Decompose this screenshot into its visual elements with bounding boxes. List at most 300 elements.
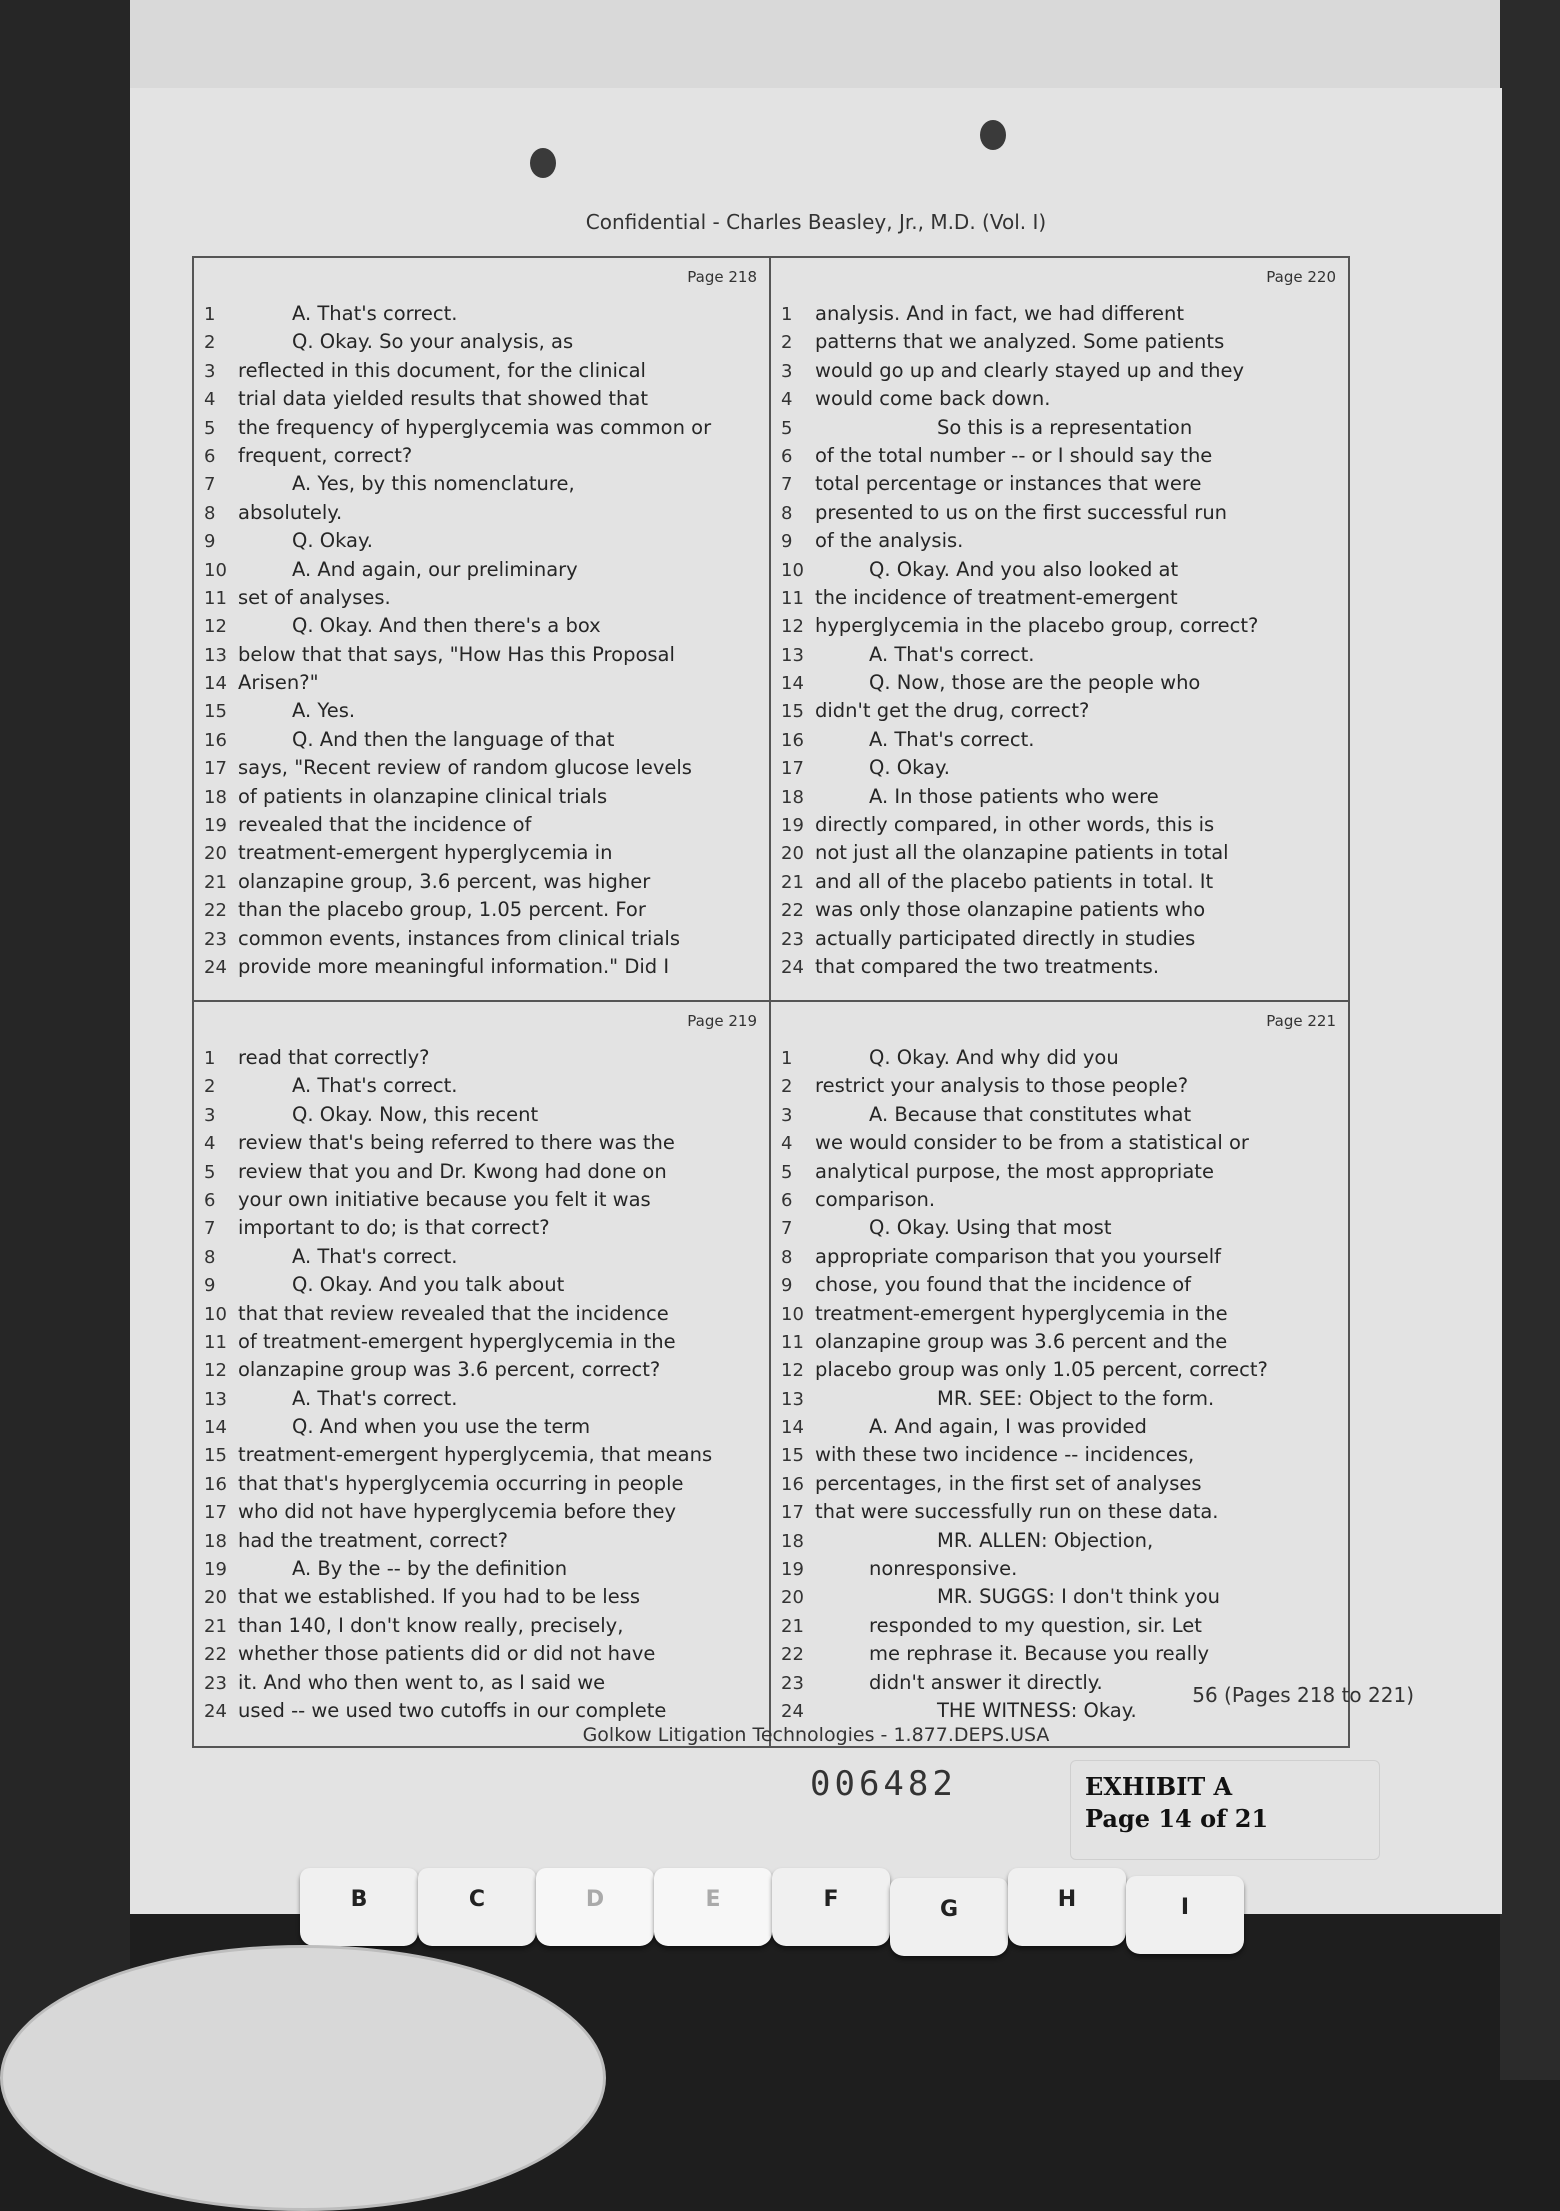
line-number: 23 — [781, 1672, 804, 1694]
transcript-line — [781, 643, 1338, 671]
line-number: 10 — [204, 1303, 227, 1325]
transcript-line — [204, 444, 759, 472]
punch-hole — [530, 148, 556, 178]
transcript-line — [781, 529, 1338, 557]
line-text: that compared the two treatments. — [815, 954, 1160, 978]
transcript-line — [204, 1642, 759, 1670]
transcript-line — [204, 1216, 759, 1244]
line-text: presented to us on the first successful run — [815, 500, 1228, 524]
line-number: 3 — [204, 1104, 216, 1126]
line-number: 5 — [204, 417, 216, 439]
line-number: 18 — [781, 786, 804, 808]
line-text: restrict your analysis to those people? — [815, 1074, 1189, 1098]
transcript-line — [781, 416, 1338, 444]
line-number: 13 — [781, 1388, 804, 1410]
transcript-line — [204, 728, 759, 756]
line-text: below that that says, "How Has this Proposal — [238, 642, 675, 666]
line-text: reflected in this document, for the clinical — [238, 358, 646, 382]
line-text: would come back down. — [815, 387, 1051, 411]
line-number: 19 — [781, 1559, 804, 1581]
line-number: 6 — [204, 445, 216, 467]
line-number: 17 — [204, 1502, 227, 1524]
transcript-line — [781, 1188, 1338, 1216]
transcript-line — [781, 1160, 1338, 1188]
page-label: Page 221 — [1266, 1012, 1336, 1030]
transcript-line — [204, 841, 759, 869]
transcript-line — [781, 813, 1338, 841]
transcript-line — [204, 785, 759, 813]
transcript-line — [204, 558, 759, 586]
line-text: appropriate comparison that you yourself — [815, 1244, 1221, 1268]
line-number: 1 — [781, 1048, 793, 1069]
transcript-line — [204, 1245, 759, 1273]
line-number: 14 — [204, 673, 227, 695]
line-number: 12 — [781, 616, 804, 638]
line-number: 6 — [781, 1189, 793, 1211]
line-number: 12 — [204, 1360, 227, 1382]
line-number: 14 — [781, 673, 804, 695]
transcript-line — [781, 1245, 1338, 1273]
transcript-line — [204, 1415, 759, 1443]
line-number: 17 — [781, 1502, 804, 1524]
transcript-line — [204, 870, 759, 898]
tab-e[interactable]: E — [654, 1868, 772, 1946]
line-text: read that correctly? — [238, 1046, 430, 1069]
line-number: 13 — [204, 1388, 227, 1410]
transcript-line — [781, 728, 1338, 756]
line-text: actually participated directly in studies — [815, 926, 1196, 950]
line-number: 19 — [781, 815, 804, 837]
line-text: A. That's correct. — [869, 642, 1035, 666]
transcript-line — [204, 699, 759, 727]
line-number: 1 — [204, 304, 216, 325]
transcript-line — [204, 416, 759, 444]
line-number: 8 — [781, 502, 793, 524]
transcript-line — [204, 614, 759, 642]
tab-i[interactable]: I — [1126, 1876, 1244, 1954]
line-number: 20 — [781, 1587, 804, 1609]
transcript-line — [204, 813, 759, 841]
line-number: 7 — [204, 1218, 216, 1240]
line-text: Q. Okay. — [292, 529, 373, 553]
document-page — [130, 88, 1502, 1914]
line-text: used -- we used two cutoffs in our complete — [238, 1698, 667, 1722]
line-text: chose, you found that the incidence of — [815, 1273, 1192, 1297]
line-number: 3 — [781, 360, 793, 382]
line-number: 22 — [781, 900, 804, 922]
line-number: 24 — [781, 1700, 804, 1722]
line-text: Q. And when you use the term — [292, 1415, 591, 1439]
line-text: would go up and clearly stayed up and they — [815, 358, 1245, 382]
line-number: 17 — [781, 758, 804, 780]
line-number: 2 — [781, 332, 793, 354]
line-number: 9 — [204, 1275, 216, 1297]
line-number: 24 — [204, 1700, 227, 1722]
line-text: treatment-emergent hyperglycemia in the — [815, 1301, 1228, 1325]
line-text: of the analysis. — [815, 529, 964, 553]
line-number: 23 — [204, 1672, 227, 1694]
line-text: A. That's correct. — [292, 1386, 458, 1410]
line-number: 20 — [204, 1587, 227, 1609]
transcript-line — [781, 586, 1338, 614]
transcript-line — [781, 927, 1338, 955]
line-text: the incidence of treatment-emergent — [815, 585, 1178, 609]
line-text: with these two incidence -- incidences, — [815, 1443, 1195, 1467]
exhibit-page: Page 14 of 21 — [1085, 1804, 1269, 1833]
line-text: analytical purpose, the most appropriate — [815, 1159, 1214, 1183]
transcript-line — [204, 1585, 759, 1613]
company-footer: Golkow Litigation Technologies - 1.877.DEPS.USA — [582, 1724, 1050, 1746]
line-number: 4 — [204, 389, 216, 411]
transcript-line — [204, 1188, 759, 1216]
line-text: A. Because that constitutes what — [869, 1102, 1192, 1126]
line-text: Arisen?" — [238, 671, 319, 695]
transcript-line — [781, 1131, 1338, 1159]
line-text: olanzapine group, 3.6 percent, was higher — [238, 869, 651, 893]
transcript-line — [781, 1585, 1338, 1613]
line-number: 24 — [781, 956, 804, 978]
page-label: Page 220 — [1266, 268, 1336, 286]
transcript-line — [781, 1557, 1338, 1585]
transcript-line — [781, 302, 1338, 330]
tab-b[interactable]: B — [300, 1868, 418, 1946]
line-number: 2 — [781, 1076, 793, 1098]
line-number: 1 — [204, 1048, 216, 1069]
transcript-line — [781, 1500, 1338, 1528]
line-number: 18 — [204, 1530, 227, 1552]
line-text: treatment-emergent hyperglycemia, that means — [238, 1443, 713, 1467]
page-label: Page 219 — [687, 1012, 757, 1030]
line-text: whether those patients did or did not have — [238, 1642, 656, 1666]
line-text: MR. SEE: Object to the form. — [937, 1386, 1215, 1410]
line-number: 8 — [781, 1246, 793, 1268]
line-number: 9 — [781, 531, 793, 553]
transcript-line — [781, 359, 1338, 387]
transcript-line — [781, 870, 1338, 898]
line-text: your own initiative because you felt it was — [238, 1187, 651, 1211]
line-text: frequent, correct? — [238, 443, 413, 467]
line-number: 2 — [204, 332, 216, 354]
transcript-line — [204, 1131, 759, 1159]
line-text: who did not have hyperglycemia before they — [238, 1500, 677, 1524]
line-text: Q. Okay. Now, this recent — [292, 1102, 539, 1126]
line-text: Q. And then the language of that — [292, 727, 615, 751]
line-number: 13 — [204, 644, 227, 666]
line-text: had the treatment, correct? — [238, 1528, 508, 1552]
line-text: didn't get the drug, correct? — [815, 699, 1090, 723]
transcript-line — [781, 1074, 1338, 1102]
transcript-line — [204, 472, 759, 500]
line-number: 6 — [204, 1189, 216, 1211]
transcript-line — [204, 1160, 759, 1188]
transcript-line — [204, 501, 759, 529]
line-text: olanzapine group was 3.6 percent and the — [815, 1329, 1228, 1353]
line-number: 24 — [204, 956, 227, 978]
line-number: 14 — [781, 1417, 804, 1439]
line-number: 11 — [781, 587, 804, 609]
line-number: 12 — [781, 1360, 804, 1382]
line-number: 16 — [781, 1473, 804, 1495]
transcript-line — [204, 756, 759, 784]
line-number: 21 — [781, 1615, 804, 1637]
line-text: Q. Okay. And you also looked at — [869, 557, 1179, 581]
line-text: revealed that the incidence of — [238, 813, 532, 837]
line-text: A. By the -- by the definition — [292, 1557, 568, 1581]
transcript-line — [204, 1387, 759, 1415]
transcript-line — [204, 1074, 759, 1102]
line-text: Q. Okay. And you talk about — [292, 1273, 565, 1297]
line-number: 21 — [204, 871, 227, 893]
line-text: A. Yes. — [292, 699, 356, 723]
line-text: Q. Okay. — [869, 756, 950, 780]
tab-g[interactable]: G — [890, 1878, 1008, 1956]
transcript-grid — [192, 256, 1350, 1748]
line-text: was only those olanzapine patients who — [815, 898, 1206, 922]
line-text: comparison. — [815, 1187, 936, 1211]
line-number: 7 — [781, 474, 793, 496]
punch-hole — [980, 120, 1006, 150]
transcript-line — [781, 1103, 1338, 1131]
line-text: directly compared, in other words, this is — [815, 813, 1215, 837]
line-text: set of analyses. — [238, 585, 391, 609]
line-text: it. And who then went to, as I said we — [238, 1670, 606, 1694]
line-number: 6 — [781, 445, 793, 467]
transcript-line — [204, 1500, 759, 1528]
line-text: review that you and Dr. Kwong had done on — [238, 1159, 667, 1183]
line-number: 16 — [781, 729, 804, 751]
line-text: A. And again, I was provided — [869, 1415, 1147, 1439]
transcript-line — [781, 1216, 1338, 1244]
line-text: important to do; is that correct? — [238, 1216, 550, 1240]
line-text: A. And again, our preliminary — [292, 557, 578, 581]
line-number: 10 — [204, 559, 227, 581]
tab-f[interactable]: F — [772, 1868, 890, 1946]
line-text: placebo group was only 1.05 percent, correct? — [815, 1358, 1268, 1382]
line-number: 13 — [781, 644, 804, 666]
line-number: 15 — [204, 1445, 227, 1467]
line-text: that were successfully run on these data. — [815, 1500, 1219, 1524]
line-number: 7 — [204, 474, 216, 496]
line-number: 21 — [781, 871, 804, 893]
transcript-line — [781, 1529, 1338, 1557]
line-number: 14 — [204, 1417, 227, 1439]
line-number: 9 — [204, 531, 216, 553]
line-number: 8 — [204, 502, 216, 524]
transcript-lines — [204, 1046, 759, 1727]
line-text: than 140, I don't know really, precisely, — [238, 1613, 624, 1637]
line-text: A. That's correct. — [292, 1244, 458, 1268]
line-text: olanzapine group was 3.6 percent, correct? — [238, 1358, 661, 1382]
transcript-line — [204, 1103, 759, 1131]
line-text: Q. Now, those are the people who — [869, 671, 1201, 695]
line-number: 15 — [781, 701, 804, 723]
line-number: 22 — [781, 1644, 804, 1666]
line-text: we would consider to be from a statistical or — [815, 1131, 1249, 1155]
line-number: 19 — [204, 815, 227, 837]
transcript-line — [781, 955, 1338, 983]
transcript-line — [781, 1330, 1338, 1358]
transcript-line — [204, 1046, 759, 1074]
line-text: review that's being referred to there was the — [238, 1131, 675, 1155]
line-number: 19 — [204, 1559, 227, 1581]
line-number: 1 — [781, 304, 793, 325]
transcript-line — [204, 1557, 759, 1585]
transcript-line — [781, 501, 1338, 529]
transcript-line — [781, 841, 1338, 869]
line-text: A. In those patients who were — [869, 784, 1159, 808]
transcript-line — [204, 1443, 759, 1471]
transcript-line — [204, 1671, 759, 1699]
transcript-lines — [781, 302, 1338, 983]
desk-right — [1500, 0, 1560, 2080]
transcript-panel-219 — [194, 1002, 771, 1746]
transcript-lines — [781, 1046, 1338, 1727]
line-text: says, "Recent review of random glucose levels — [238, 756, 692, 780]
transcript-line — [204, 1529, 759, 1557]
line-number: 15 — [204, 701, 227, 723]
transcript-line — [781, 330, 1338, 358]
line-text: common events, instances from clinical trials — [238, 926, 680, 950]
line-number: 7 — [781, 1218, 793, 1240]
line-text: THE WITNESS: Okay. — [937, 1698, 1137, 1722]
bates-number: 006482 — [810, 1764, 957, 1804]
transcript-line — [204, 1302, 759, 1330]
line-text: Q. Okay. And then there's a box — [292, 614, 601, 638]
line-text: that we established. If you had to be less — [238, 1585, 641, 1609]
line-text: trial data yielded results that showed that — [238, 387, 648, 411]
line-number: 5 — [204, 1161, 216, 1183]
line-text: provide more meaningful information." Did I — [238, 954, 670, 978]
transcript-line — [781, 1358, 1338, 1386]
line-text: the frequency of hyperglycemia was common or — [238, 415, 712, 439]
line-number: 23 — [781, 928, 804, 950]
tab-d[interactable]: D — [536, 1868, 654, 1946]
line-number: 16 — [204, 1473, 227, 1495]
line-text: patterns that we analyzed. Some patients — [815, 330, 1225, 354]
line-number: 5 — [781, 1161, 793, 1183]
transcript-line — [204, 330, 759, 358]
line-text: percentages, in the first set of analyses — [815, 1471, 1202, 1495]
line-text: A. That's correct. — [869, 727, 1035, 751]
line-number: 5 — [781, 417, 793, 439]
transcript-line — [781, 1415, 1338, 1443]
transcript-line — [781, 558, 1338, 586]
transcript-line — [781, 614, 1338, 642]
transcript-line — [781, 671, 1338, 699]
line-number: 16 — [204, 729, 227, 751]
line-number: 9 — [781, 1275, 793, 1297]
transcript-line — [204, 898, 759, 926]
line-text: didn't answer it directly. — [869, 1670, 1103, 1694]
line-number: 4 — [781, 389, 793, 411]
line-text: hyperglycemia in the placebo group, correct? — [815, 614, 1259, 638]
line-number: 20 — [204, 843, 227, 865]
line-text: than the placebo group, 1.05 percent. For — [238, 898, 646, 922]
line-text: MR. ALLEN: Objection, — [937, 1528, 1154, 1552]
line-text: A. Yes, by this nomenclature, — [292, 472, 575, 496]
transcript-line — [781, 756, 1338, 784]
line-text: A. That's correct. — [292, 1074, 458, 1098]
transcript-line — [204, 671, 759, 699]
line-number: 18 — [204, 786, 227, 808]
transcript-line — [204, 529, 759, 557]
line-number: 10 — [781, 1303, 804, 1325]
transcript-line — [781, 1614, 1338, 1642]
exhibit-stamp — [1070, 1760, 1380, 1860]
page-title: Confidential - Charles Beasley, Jr., M.D. (Vol. I) — [585, 210, 1047, 234]
transcript-line — [204, 927, 759, 955]
desk-left — [0, 0, 130, 2080]
line-number: 20 — [781, 843, 804, 865]
transcript-line — [204, 1358, 759, 1386]
transcript-line — [781, 1046, 1338, 1074]
transcript-line — [781, 444, 1338, 472]
line-text: So this is a representation — [937, 415, 1193, 439]
line-text: responded to my question, sir. Let — [869, 1613, 1202, 1637]
transcript-line — [781, 1642, 1338, 1670]
transcript-line — [204, 359, 759, 387]
line-number: 17 — [204, 758, 227, 780]
line-text: nonresponsive. — [869, 1557, 1018, 1581]
line-text: Q. Okay. And why did you — [869, 1046, 1119, 1069]
transcript-line — [781, 898, 1338, 926]
exhibit-label: EXHIBIT A — [1085, 1772, 1233, 1801]
transcript-line — [204, 955, 759, 983]
transcript-line — [781, 1472, 1338, 1500]
line-text: A. That's correct. — [292, 302, 458, 325]
line-text: total percentage or instances that were — [815, 472, 1202, 496]
transcript-panel-221 — [771, 1002, 1348, 1746]
transcript-line — [204, 643, 759, 671]
line-number: 21 — [204, 1615, 227, 1637]
transcript-line — [781, 387, 1338, 415]
line-number: 4 — [781, 1133, 793, 1155]
line-text: of the total number -- or I should say the — [815, 443, 1213, 467]
index-tabs — [300, 1868, 1280, 1948]
transcript-line — [204, 586, 759, 614]
line-text: and all of the placebo patients in total. It — [815, 869, 1214, 893]
tab-h[interactable]: H — [1008, 1868, 1126, 1946]
line-number: 11 — [204, 587, 227, 609]
line-text: me rephrase it. Because you really — [869, 1642, 1209, 1666]
line-number: 11 — [204, 1331, 227, 1353]
tab-c[interactable]: C — [418, 1868, 536, 1946]
transcript-line — [204, 1472, 759, 1500]
line-number: 4 — [204, 1133, 216, 1155]
line-text: treatment-emergent hyperglycemia in — [238, 841, 613, 865]
transcript-lines — [204, 302, 759, 983]
transcript-panel-220 — [771, 258, 1348, 1002]
transcript-line — [781, 472, 1338, 500]
line-number: 22 — [204, 900, 227, 922]
line-text: Q. Okay. So your analysis, as — [292, 330, 574, 354]
transcript-line — [204, 1273, 759, 1301]
transcript-line — [781, 1443, 1338, 1471]
line-text: of patients in olanzapine clinical trials — [238, 784, 608, 808]
transcript-line — [204, 1330, 759, 1358]
transcript-line — [781, 1273, 1338, 1301]
line-number: 15 — [781, 1445, 804, 1467]
transcript-line — [781, 1302, 1338, 1330]
line-number: 2 — [204, 1076, 216, 1098]
line-text: analysis. And in fact, we had different — [815, 302, 1185, 325]
line-number: 23 — [204, 928, 227, 950]
line-text: absolutely. — [238, 500, 343, 524]
line-text: that that's hyperglycemia occurring in people — [238, 1471, 684, 1495]
line-number: 3 — [781, 1104, 793, 1126]
line-number: 12 — [204, 616, 227, 638]
line-number: 10 — [781, 559, 804, 581]
